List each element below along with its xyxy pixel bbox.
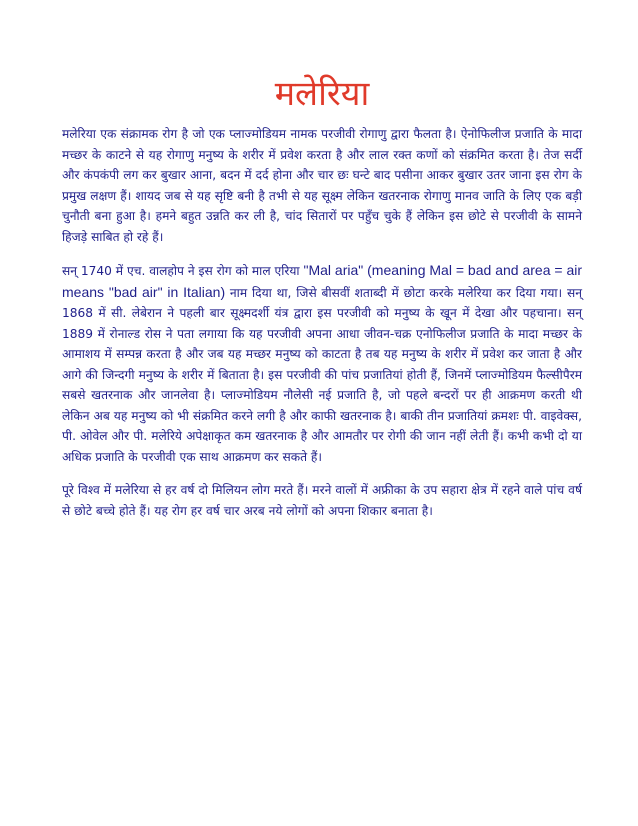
paragraph-history	[62, 260, 582, 467]
paragraph-history-rest: नाम दिया था, जिसे बीसवीं शताब्दी में छोटा करके मलेरिया कर दिया गया। सन् 1868 में सी. लेबेरान ने पहली बार सूक्ष्मदर्शी यंत्र द्वारा इस परजीवी को मनुष्य के खून में देखा और पहचाना। सन् 1889 में रोनाल्ड रोस ने पता लगाया कि यह परजीवी अपना आधा जीवन-चक्र एनोफिलीज प्रजाति के मादा मच्छर के आमाशय में सम्पन्न करता है और जब यह मच्छर मनुष्य को काटता है तब यह मनुष्य के शरीर में प्रवेश कर जाता है और आगे की जिन्दगी मनुष्य के शरीर में बिताता है। इस परजीवी की पांच प्रजातियां होती हैं, जिनमें प्लाज्मोडियम फैल्सीपैरम सबसे खतरनाक और जानलेवा है। प्लाज्मोडियम नौलेसी नई प्रजाति है, जो पहले बन्दरों पर ही आक्रमण करती थी लेकिन अब यह मनुष्य को भी संक्रमित करने लगी है और काफी खतरनाक है। बाकी तीन प्रजातियां क्रमशः पी. वाइवेक्स, पी. ओवेल और पी. मलेरिये अपेक्षाकृत कम खतरनाक है और आमतौर पर रोगी की जान नहीं लेती हैं। कभी कभी दो या अधिक प्रजाति के परजीवी एक साथ आक्रमण कर सकते हैं।	[62, 285, 582, 464]
paragraph-history-latin: "Mal aria" (meaning Mal = bad and area = air means "bad air" in Italian)	[62, 262, 583, 300]
document-title: मलेरिया	[274, 74, 370, 114]
paragraph-history-start: सन् 1740 में एच. वालहोप ने इस रोग को माल एरिया	[62, 264, 304, 278]
paragraph-intro: मलेरिया एक संक्रामक रोग है जो एक प्लाज्मोडियम नामक परजीवी रोगाणु द्वारा फैलता है। ऐनोफिलीज प्रजाति के मादा मच्छर के काटने से यह रोगाणु मनुष्य के शरीर में प्रवेश करता है और लाल रक्त कणों को संक्रमित करता है। तेज सर्दी और कंपकंपी लग कर बुखार आना, बदन में दर्द होना और चार छः घन्टे बाद पसीना आकर बुखार उतर जाना इस रोग के प्रमुख लक्षण हैं। शायद जब से यह सृष्टि बनी है तभी से यह सूक्ष्म लेकिन खतरनाक रोगाणु मानव जाति के लिए एक बड़ी चुनौती बना हुआ है। हमने बहुत उन्नति कर ली है, चांद सितारों पर पहुँच चुके हैं लेकिन इस छोटे से परजीवी के सामने हिजड़े साबित हो रहे हैं।	[62, 127, 582, 244]
paragraph-statistics: पूरे विश्व में मलेरिया से हर वर्ष दो मिलियन लोग मरते हैं। मरने वालों में अफ्रीका के उप सहारा क्षेत्र में रहने वाले पांच वर्ष से छोटे बच्चे होते हैं। यह रोग हर वर्ष चार अरब नये लोगों को अपना शिकार बनाता है।	[62, 483, 582, 518]
document-page	[62, 72, 582, 534]
